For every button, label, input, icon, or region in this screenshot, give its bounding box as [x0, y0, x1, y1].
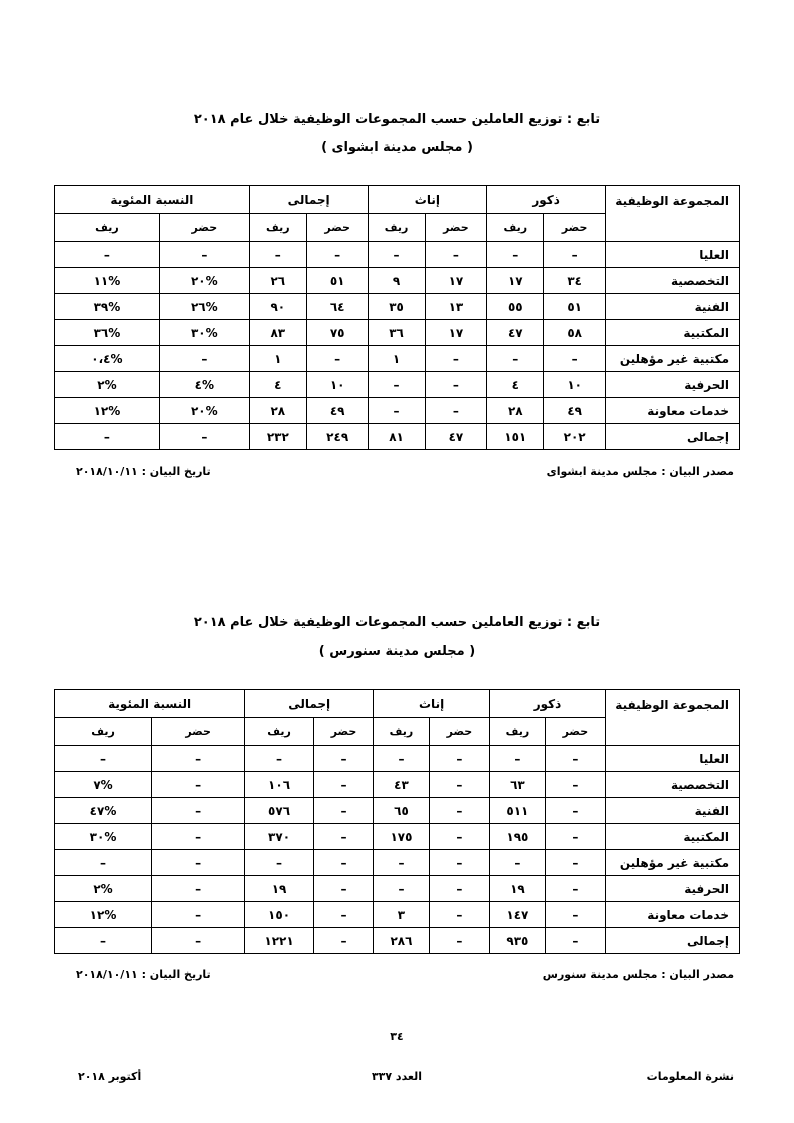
- row-label: العليا: [606, 746, 740, 772]
- table-cell: ١٧: [425, 268, 487, 294]
- table-row: [55, 372, 740, 398]
- table-cell: ٤: [487, 372, 544, 398]
- table-cell: –: [368, 242, 425, 268]
- table-cell: ٢٦: [249, 268, 306, 294]
- table-cell: ٥١: [306, 268, 368, 294]
- table-row: [55, 824, 740, 850]
- table-cell: ١٥١: [487, 424, 544, 450]
- table-cell: %١٢: [55, 902, 152, 928]
- table-cell: –: [313, 928, 373, 954]
- table-cell: %٤٧: [55, 798, 152, 824]
- page-number: ٣٤: [390, 1030, 404, 1043]
- row-label: مكتبية غير مؤهلين: [606, 850, 740, 876]
- table-cell: ١٩: [490, 876, 546, 902]
- table-cell: ١٩٥: [490, 824, 546, 850]
- footer-date: أكتوبر ٢٠١٨: [78, 1070, 142, 1083]
- table-cell: –: [159, 346, 249, 372]
- table-cell: ٢٤٩: [306, 424, 368, 450]
- table-cell: –: [55, 242, 160, 268]
- table-cell: %٣٠: [159, 320, 249, 346]
- table-cell: –: [374, 850, 430, 876]
- table-cell: ٨٣: [249, 320, 306, 346]
- row-label: خدمات معاونة: [606, 902, 740, 928]
- table-cell: –: [425, 242, 487, 268]
- table-cell: –: [152, 824, 245, 850]
- table-row: [55, 928, 740, 954]
- table-cell: ٣٦: [368, 320, 425, 346]
- table-row: [55, 346, 740, 372]
- table-cell: –: [313, 876, 373, 902]
- table-cell: ٨١: [368, 424, 425, 450]
- header-percent-rural: ريف: [55, 214, 160, 242]
- table-cell: %٣٦: [55, 320, 160, 346]
- table-cell: –: [306, 346, 368, 372]
- table-cell: ١٢٢١: [245, 928, 314, 954]
- table-cell: %٠،٤: [55, 346, 160, 372]
- table-cell: –: [152, 876, 245, 902]
- table-cell: ١٤٧: [490, 902, 546, 928]
- table-cell: –: [545, 772, 605, 798]
- header-females-rural: ريف: [374, 718, 430, 746]
- footer-publication: نشرة المعلومات: [646, 1070, 734, 1083]
- table-cell: ٢٠٢: [544, 424, 606, 450]
- table-cell: –: [545, 902, 605, 928]
- table-cell: –: [245, 746, 314, 772]
- table-cell: –: [368, 398, 425, 424]
- table-cell: ٤٧: [487, 320, 544, 346]
- table-cell: ٢٣٢: [249, 424, 306, 450]
- table-cell: %٣٠: [55, 824, 152, 850]
- header-males-rural: ريف: [487, 214, 544, 242]
- header-females: إناث: [374, 690, 490, 718]
- table-cell: ٥١: [544, 294, 606, 320]
- header-males-rural: ريف: [490, 718, 546, 746]
- header-total: إجمالى: [249, 186, 368, 214]
- table-cell: –: [429, 928, 489, 954]
- table-cell: ١٣: [425, 294, 487, 320]
- table-cell: ٣٥: [368, 294, 425, 320]
- table-cell: ٥٧٦: [245, 798, 314, 824]
- table-cell: %١١: [55, 268, 160, 294]
- table-cell: –: [425, 372, 487, 398]
- table-cell: ٤: [249, 372, 306, 398]
- table-cell: –: [313, 746, 373, 772]
- table-cell: ٩٣٥: [490, 928, 546, 954]
- table-cell: ١: [368, 346, 425, 372]
- table-cell: –: [55, 746, 152, 772]
- header-percent-urban: حضر: [152, 718, 245, 746]
- table-cell: ١٠: [544, 372, 606, 398]
- table-cell: –: [545, 876, 605, 902]
- table-cell: –: [429, 746, 489, 772]
- row-label: المكتبية: [606, 320, 740, 346]
- header-total-urban: حضر: [306, 214, 368, 242]
- row-label: المكتبية: [606, 824, 740, 850]
- table-row: [55, 398, 740, 424]
- table-cell: –: [425, 346, 487, 372]
- table-cell: ٢٨٦: [374, 928, 430, 954]
- table-cell: ٣٤: [544, 268, 606, 294]
- section-2-subtitle: ( مجلس مدينة سنورس ): [318, 644, 476, 659]
- table-cell: %٢٠: [159, 268, 249, 294]
- table-cell: –: [313, 824, 373, 850]
- section-1-date: تاريخ البيان : ٢٠١٨/١٠/١١: [76, 465, 211, 478]
- table-cell: ١٧٥: [374, 824, 430, 850]
- section-1-table: [54, 185, 740, 450]
- row-label: الحرفية: [606, 876, 740, 902]
- table-cell: ٩٠: [249, 294, 306, 320]
- table-cell: ٤٧: [425, 424, 487, 450]
- table-cell: %٧: [55, 772, 152, 798]
- table-row: [55, 798, 740, 824]
- table-cell: ٩: [368, 268, 425, 294]
- header-total-rural: ريف: [249, 214, 306, 242]
- table-cell: –: [313, 772, 373, 798]
- header-males-urban: حضر: [545, 718, 605, 746]
- header-females-rural: ريف: [368, 214, 425, 242]
- header-total-rural: ريف: [245, 718, 314, 746]
- table-cell: –: [545, 798, 605, 824]
- table-cell: –: [544, 242, 606, 268]
- table-cell: ١٥٠: [245, 902, 314, 928]
- header-females: إناث: [368, 186, 487, 214]
- table-cell: –: [490, 746, 546, 772]
- table-cell: ٤٩: [306, 398, 368, 424]
- section-1-subtitle: ( مجلس مدينة ابشواى ): [321, 140, 473, 155]
- table-cell: –: [313, 850, 373, 876]
- table-cell: –: [545, 928, 605, 954]
- table-cell: –: [55, 424, 160, 450]
- header-females-urban: حضر: [429, 718, 489, 746]
- table-row: [55, 902, 740, 928]
- table-cell: –: [429, 876, 489, 902]
- header-percent-rural: ريف: [55, 718, 152, 746]
- table-cell: ٤٩: [544, 398, 606, 424]
- table-cell: %٢: [55, 876, 152, 902]
- table-cell: –: [159, 242, 249, 268]
- table-cell: –: [313, 798, 373, 824]
- row-label: خدمات معاونة: [606, 398, 740, 424]
- table-cell: –: [545, 850, 605, 876]
- table-cell: –: [249, 242, 306, 268]
- table-cell: –: [55, 850, 152, 876]
- table-cell: %١٢: [55, 398, 160, 424]
- table-cell: –: [152, 850, 245, 876]
- table-cell: –: [429, 824, 489, 850]
- table-cell: %٢٦: [159, 294, 249, 320]
- table-cell: ١٧: [425, 320, 487, 346]
- table-cell: –: [487, 242, 544, 268]
- table-cell: –: [152, 746, 245, 772]
- table-cell: –: [313, 902, 373, 928]
- table-row: [55, 294, 740, 320]
- header-percent: النسبة المئوية: [55, 690, 245, 718]
- row-label: إجمالى: [606, 928, 740, 954]
- section-1-title: تابع : توزيع العاملين حسب المجموعات الوظيفية خلال عام ٢٠١٨: [193, 112, 601, 127]
- table-cell: ٦٣: [490, 772, 546, 798]
- table-cell: ٢٨: [249, 398, 306, 424]
- table-cell: ٥١١: [490, 798, 546, 824]
- table-row: [55, 424, 740, 450]
- table-cell: %٢: [55, 372, 160, 398]
- table-cell: ٥٥: [487, 294, 544, 320]
- table-cell: ٣٧٠: [245, 824, 314, 850]
- table-cell: –: [544, 346, 606, 372]
- header-females-urban: حضر: [425, 214, 487, 242]
- table-cell: ٢٨: [487, 398, 544, 424]
- table-row: [55, 876, 740, 902]
- row-label: الفنية: [606, 294, 740, 320]
- table-row: [55, 242, 740, 268]
- header-total-urban: حضر: [313, 718, 373, 746]
- table-cell: –: [425, 398, 487, 424]
- table-cell: %٢٠: [159, 398, 249, 424]
- footer-issue: العدد ٣٣٧: [371, 1070, 423, 1083]
- section-2-source: مصدر البيان : مجلس مدينة سنورس: [542, 968, 734, 981]
- table-cell: –: [152, 772, 245, 798]
- table-cell: –: [374, 876, 430, 902]
- row-label: الحرفية: [606, 372, 740, 398]
- table-cell: –: [545, 746, 605, 772]
- table-cell: ١٠: [306, 372, 368, 398]
- table-cell: –: [368, 372, 425, 398]
- row-label: التخصصية: [606, 772, 740, 798]
- table-cell: –: [487, 346, 544, 372]
- row-label: مكتبية غير مؤهلين: [606, 346, 740, 372]
- header-group: المجموعة الوظيفية: [606, 690, 740, 746]
- table-cell: ٣: [374, 902, 430, 928]
- table-cell: –: [306, 242, 368, 268]
- header-group: المجموعة الوظيفية: [606, 186, 740, 242]
- table-row: [55, 268, 740, 294]
- header-total: إجمالى: [245, 690, 374, 718]
- table-cell: ١٠٦: [245, 772, 314, 798]
- table-cell: ١: [249, 346, 306, 372]
- header-percent-urban: حضر: [159, 214, 249, 242]
- table-cell: ٤٣: [374, 772, 430, 798]
- table-cell: –: [152, 928, 245, 954]
- table-cell: –: [545, 824, 605, 850]
- header-males: ذكور: [487, 186, 606, 214]
- section-2-table: [54, 689, 740, 954]
- table-cell: –: [159, 424, 249, 450]
- table-cell: –: [429, 772, 489, 798]
- table-cell: %٤: [159, 372, 249, 398]
- table-row: [55, 320, 740, 346]
- table-cell: ٧٥: [306, 320, 368, 346]
- table-cell: ٥٨: [544, 320, 606, 346]
- row-label: إجمالى: [606, 424, 740, 450]
- table-cell: –: [55, 928, 152, 954]
- row-label: التخصصية: [606, 268, 740, 294]
- table-cell: –: [490, 850, 546, 876]
- table-cell: –: [152, 798, 245, 824]
- table-cell: ٦٤: [306, 294, 368, 320]
- table-cell: ١٩: [245, 876, 314, 902]
- row-label: العليا: [606, 242, 740, 268]
- section-2-title: تابع : توزيع العاملين حسب المجموعات الوظيفية خلال عام ٢٠١٨: [193, 615, 601, 630]
- header-percent: النسبة المئوية: [55, 186, 250, 214]
- table-cell: ١٧: [487, 268, 544, 294]
- table-cell: %٣٩: [55, 294, 160, 320]
- table-row: [55, 746, 740, 772]
- table-cell: ٦٥: [374, 798, 430, 824]
- table-cell: –: [429, 798, 489, 824]
- table-cell: –: [152, 902, 245, 928]
- table-cell: –: [374, 746, 430, 772]
- row-label: الفنية: [606, 798, 740, 824]
- table-row: [55, 850, 740, 876]
- section-2-date: تاريخ البيان : ٢٠١٨/١٠/١١: [76, 968, 211, 981]
- table-cell: –: [245, 850, 314, 876]
- header-males: ذكور: [490, 690, 606, 718]
- table-cell: –: [429, 850, 489, 876]
- header-males-urban: حضر: [544, 214, 606, 242]
- table-row: [55, 772, 740, 798]
- section-1-source: مصدر البيان : مجلس مدينة ابشواى: [546, 465, 734, 478]
- table-cell: –: [429, 902, 489, 928]
